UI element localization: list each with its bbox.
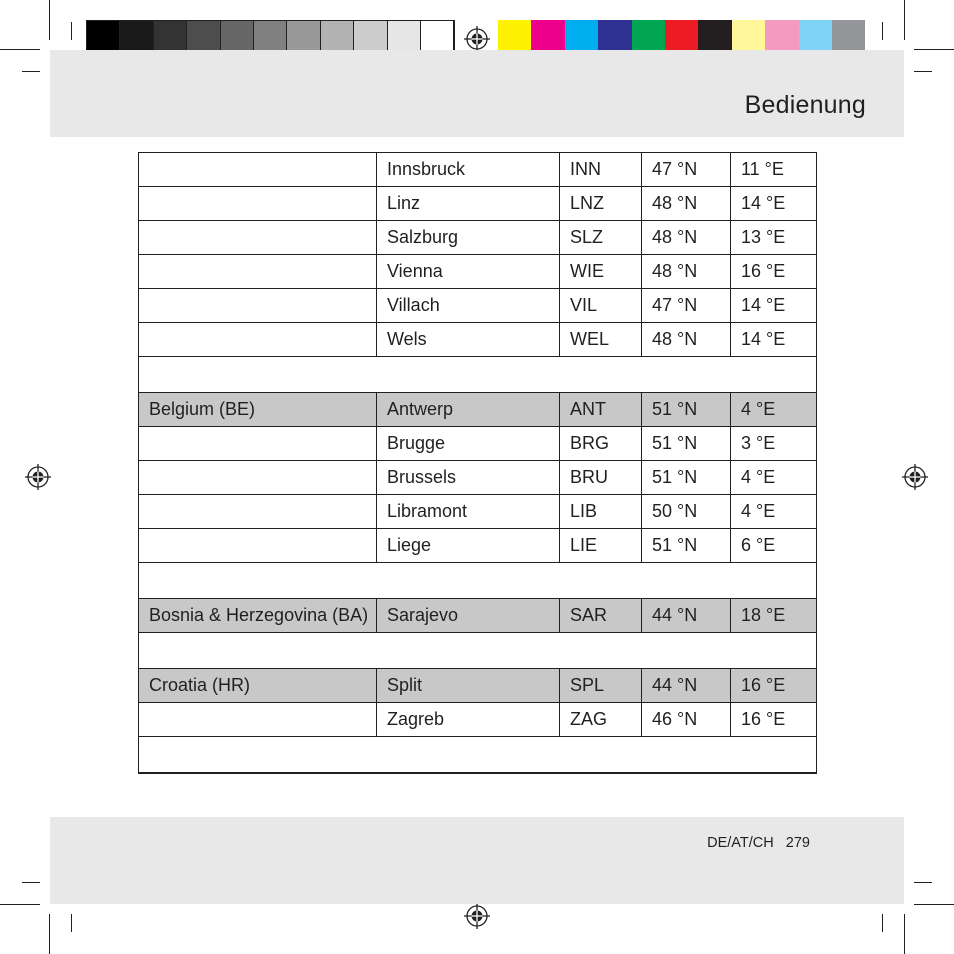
cell-lat: 48 °N — [642, 221, 731, 255]
cell-lat: 46 °N — [642, 703, 731, 737]
table-spacer-cell — [139, 563, 817, 599]
cell-city: Zagreb — [377, 703, 560, 737]
cell-lon: 4 °E — [731, 461, 817, 495]
table-row — [139, 289, 817, 323]
table-row — [139, 669, 817, 703]
table-row — [139, 529, 817, 563]
registration-mark-icon — [464, 903, 490, 929]
table-row — [139, 461, 817, 495]
table-spacer-cell — [139, 737, 817, 773]
cell-code: BRU — [560, 461, 642, 495]
cell-country — [139, 323, 377, 357]
cell-lon: 16 °E — [731, 255, 817, 289]
cell-code: LIB — [560, 495, 642, 529]
cell-country — [139, 187, 377, 221]
cell-lon: 16 °E — [731, 703, 817, 737]
cell-country — [139, 495, 377, 529]
crop-mark — [49, 914, 50, 954]
page-footer — [707, 835, 810, 851]
cell-country — [139, 703, 377, 737]
crop-mark — [914, 71, 932, 72]
cell-lon: 13 °E — [731, 221, 817, 255]
crop-mark — [22, 71, 40, 72]
crop-mark — [914, 49, 954, 50]
cell-lat: 48 °N — [642, 323, 731, 357]
cell-lon: 18 °E — [731, 599, 817, 633]
cell-country — [139, 255, 377, 289]
cell-lon: 14 °E — [731, 187, 817, 221]
cell-city: Liege — [377, 529, 560, 563]
cell-code: SAR — [560, 599, 642, 633]
table-row — [139, 393, 817, 427]
cell-city: Brussels — [377, 461, 560, 495]
cell-code: BRG — [560, 427, 642, 461]
crop-mark — [904, 0, 905, 40]
cell-city: Wels — [377, 323, 560, 357]
cell-country — [139, 529, 377, 563]
cell-country: Belgium (BE) — [139, 393, 377, 427]
cell-lat: 51 °N — [642, 461, 731, 495]
cell-city: Libramont — [377, 495, 560, 529]
cell-code: WEL — [560, 323, 642, 357]
table-row — [139, 187, 817, 221]
cell-lat: 48 °N — [642, 187, 731, 221]
cell-code: LIE — [560, 529, 642, 563]
cell-code: ANT — [560, 393, 642, 427]
cell-country: Bosnia & Herzegovina (BA) — [139, 599, 377, 633]
crop-mark — [49, 0, 50, 40]
cell-lon: 4 °E — [731, 495, 817, 529]
cell-lat: 51 °N — [642, 427, 731, 461]
cell-code: SPL — [560, 669, 642, 703]
crop-mark — [882, 914, 883, 932]
cell-lat: 47 °N — [642, 289, 731, 323]
page-title: Bedienung — [744, 91, 866, 119]
cell-country: Croatia (HR) — [139, 669, 377, 703]
cell-city: Linz — [377, 187, 560, 221]
cell-city: Vienna — [377, 255, 560, 289]
airport-table-body — [139, 153, 817, 773]
table-row — [139, 255, 817, 289]
cell-lat: 48 °N — [642, 255, 731, 289]
cell-country — [139, 221, 377, 255]
cell-lat: 50 °N — [642, 495, 731, 529]
cell-country — [139, 461, 377, 495]
crop-mark — [22, 882, 40, 883]
cell-code: LNZ — [560, 187, 642, 221]
cell-lon: 11 °E — [731, 153, 817, 187]
table-spacer-row — [139, 633, 817, 669]
cell-lat: 51 °N — [642, 529, 731, 563]
cell-lon: 16 °E — [731, 669, 817, 703]
cell-code: VIL — [560, 289, 642, 323]
crop-mark — [882, 22, 883, 40]
crop-mark — [71, 22, 72, 40]
cell-lat: 44 °N — [642, 669, 731, 703]
cell-lon: 3 °E — [731, 427, 817, 461]
cell-lat: 51 °N — [642, 393, 731, 427]
cell-country — [139, 427, 377, 461]
table-row — [139, 703, 817, 737]
cell-lat: 47 °N — [642, 153, 731, 187]
table-spacer-cell — [139, 357, 817, 393]
table-spacer-row — [139, 737, 817, 773]
airport-table — [138, 152, 817, 774]
registration-mark-icon — [464, 26, 490, 52]
cell-city: Antwerp — [377, 393, 560, 427]
crop-mark — [914, 882, 932, 883]
crop-mark — [0, 904, 40, 905]
cell-city: Sarajevo — [377, 599, 560, 633]
cell-lon: 14 °E — [731, 323, 817, 357]
cell-code: SLZ — [560, 221, 642, 255]
table-row — [139, 153, 817, 187]
cell-city: Split — [377, 669, 560, 703]
cell-city: Innsbruck — [377, 153, 560, 187]
cell-city: Salzburg — [377, 221, 560, 255]
table-row — [139, 599, 817, 633]
footer-band — [50, 817, 904, 904]
cell-code: ZAG — [560, 703, 642, 737]
table-row — [139, 495, 817, 529]
cell-lon: 6 °E — [731, 529, 817, 563]
registration-mark-icon — [902, 464, 928, 490]
crop-mark — [71, 914, 72, 932]
cell-code: INN — [560, 153, 642, 187]
table-row — [139, 323, 817, 357]
table-row — [139, 221, 817, 255]
crop-mark — [0, 49, 40, 50]
table-spacer-row — [139, 563, 817, 599]
cell-country — [139, 153, 377, 187]
table-row — [139, 427, 817, 461]
cell-lon: 14 °E — [731, 289, 817, 323]
cell-country — [139, 289, 377, 323]
registration-mark-icon — [25, 464, 51, 490]
cell-city: Brugge — [377, 427, 560, 461]
cell-lon: 4 °E — [731, 393, 817, 427]
cell-lat: 44 °N — [642, 599, 731, 633]
crop-mark — [914, 904, 954, 905]
footer-region: DE/AT/CH — [707, 835, 774, 851]
table-spacer-cell — [139, 633, 817, 669]
crop-mark — [904, 914, 905, 954]
cell-city: Villach — [377, 289, 560, 323]
table-spacer-row — [139, 357, 817, 393]
page-number: 279 — [785, 835, 810, 851]
cell-code: WIE — [560, 255, 642, 289]
